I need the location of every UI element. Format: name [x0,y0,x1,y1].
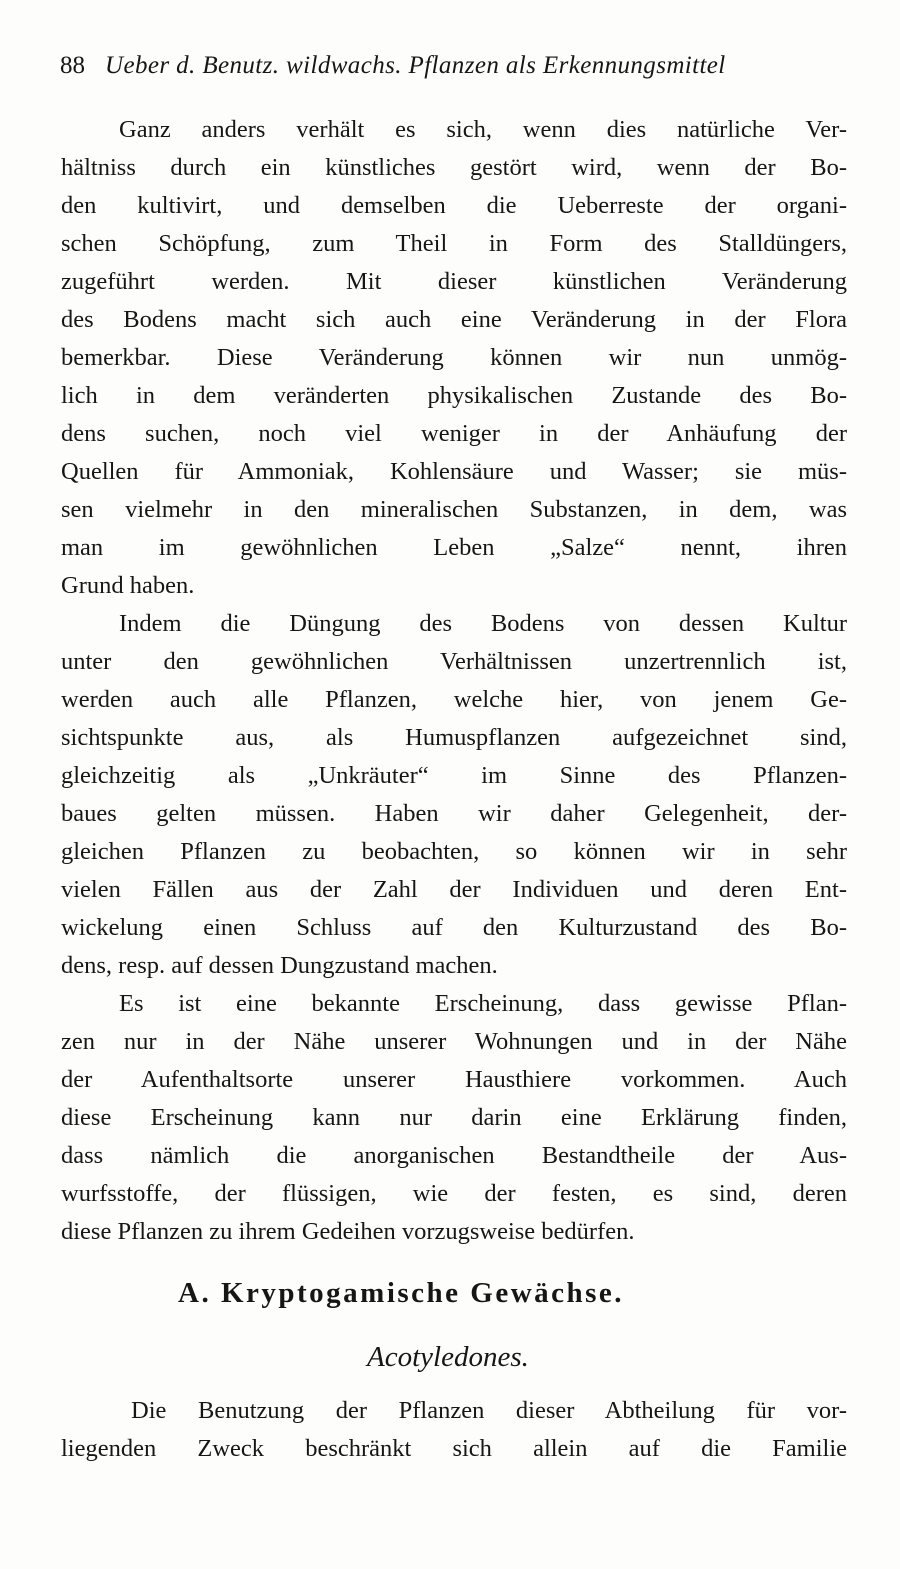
running-title: Ueber d. Benutz. wildwachs. Pflanzen als Erkennungsmittel [105,52,726,79]
paragraph-1-line-12: man im gewöhnlichen Leben „Salze“ nennt, ihren [61,534,847,561]
paragraph-3-line-3: der Aufenthaltsorte unserer Hausthiere vorkommen. Auch [61,1066,847,1093]
paragraph-2-line-1: Indem die Düngung des Bodens von dessen Kultur [119,610,847,637]
paragraph-1-line-4: schen Schöpfung, zum Theil in Form des Stalldüngers, [61,230,847,257]
paragraph-1-line-1: Ganz anders verhält es sich, wenn dies natürliche Ver- [119,116,847,143]
paragraph-2-line-5: gleichzeitig als „Unkräuter“ im Sinne des Pflanzen- [61,762,847,789]
paragraph-2-line-6: baues gelten müssen. Haben wir daher Gelegenheit, der- [61,800,847,827]
paragraph-1-line-5: zugeführt werden. Mit dieser künstlichen Veränderung [61,268,847,295]
paragraph-1-line-11: sen vielmehr in den mineralischen Substanzen, in dem, was [61,496,847,523]
paragraph-1-line-2: hältniss durch ein künstliches gestört wird, wenn der Bo- [61,154,847,181]
paragraph-2-line-3: werden auch alle Pflanzen, welche hier, von jenem Ge- [61,686,847,713]
running-head [60,46,850,86]
paragraph-2-line-10: dens, resp. auf dessen Dungzustand machen. [61,952,498,979]
paragraph-2-line-4: sichtspunkte aus, als Humuspflanzen aufgezeichnet sind, [61,724,847,751]
paragraph-3-line-6: wurfsstoffe, der flüssigen, wie der festen, es sind, deren [61,1180,847,1207]
page-number: 88 [60,52,85,79]
paragraph-3-line-2: zen nur in der Nähe unserer Wohnungen und in der Nähe [61,1028,847,1055]
paragraph-3-line-1: Es ist eine bekannte Erscheinung, dass gewisse Pflan- [119,990,847,1017]
paragraph-1-line-8: lich in dem veränderten physikalischen Zustande des Bo- [61,382,847,409]
paragraph-1-line-10: Quellen für Ammoniak, Kohlensäure und Wasser; sie müs- [61,458,847,485]
paragraph-1-line-7: bemerkbar. Diese Veränderung können wir nun unmög- [61,344,847,371]
final-paragraph-line-2: liegenden Zweck beschränkt sich allein auf die Familie [61,1435,847,1462]
paragraph-3-line-4: diese Erscheinung kann nur darin eine Erklärung finden, [61,1104,847,1131]
final-paragraph-line-1: Die Benutzung der Pflanzen dieser Abtheilung für vor- [131,1397,847,1424]
section-heading: A. Kryptogamische Gewächse. [178,1277,625,1309]
paragraph-3-line-5: dass nämlich die anorganischen Bestandtheile der Aus- [61,1142,847,1169]
paragraph-3-line-7: diese Pflanzen zu ihrem Gedeihen vorzugsweise bedürfen. [61,1218,635,1245]
paragraph-1-line-13: Grund haben. [61,572,195,599]
paragraph-2-line-7: gleichen Pflanzen zu beobachten, so können wir in sehr [61,838,847,865]
subsection-heading: Acotyledones. [367,1341,529,1373]
paragraph-1-line-6: des Bodens macht sich auch eine Veränderung in der Flora [61,306,847,333]
paragraph-2-line-8: vielen Fällen aus der Zahl der Individuen und deren Ent- [61,876,847,903]
paragraph-1-line-9: dens suchen, noch viel weniger in der Anhäufung der [61,420,847,447]
paragraph-2-line-9: wickelung einen Schluss auf den Kulturzustand des Bo- [61,914,847,941]
paragraph-2-line-2: unter den gewöhnlichen Verhältnissen unzertrennlich ist, [61,648,847,675]
paragraph-1-line-3: den kultivirt, und demselben die Ueberreste der organi- [61,192,847,219]
